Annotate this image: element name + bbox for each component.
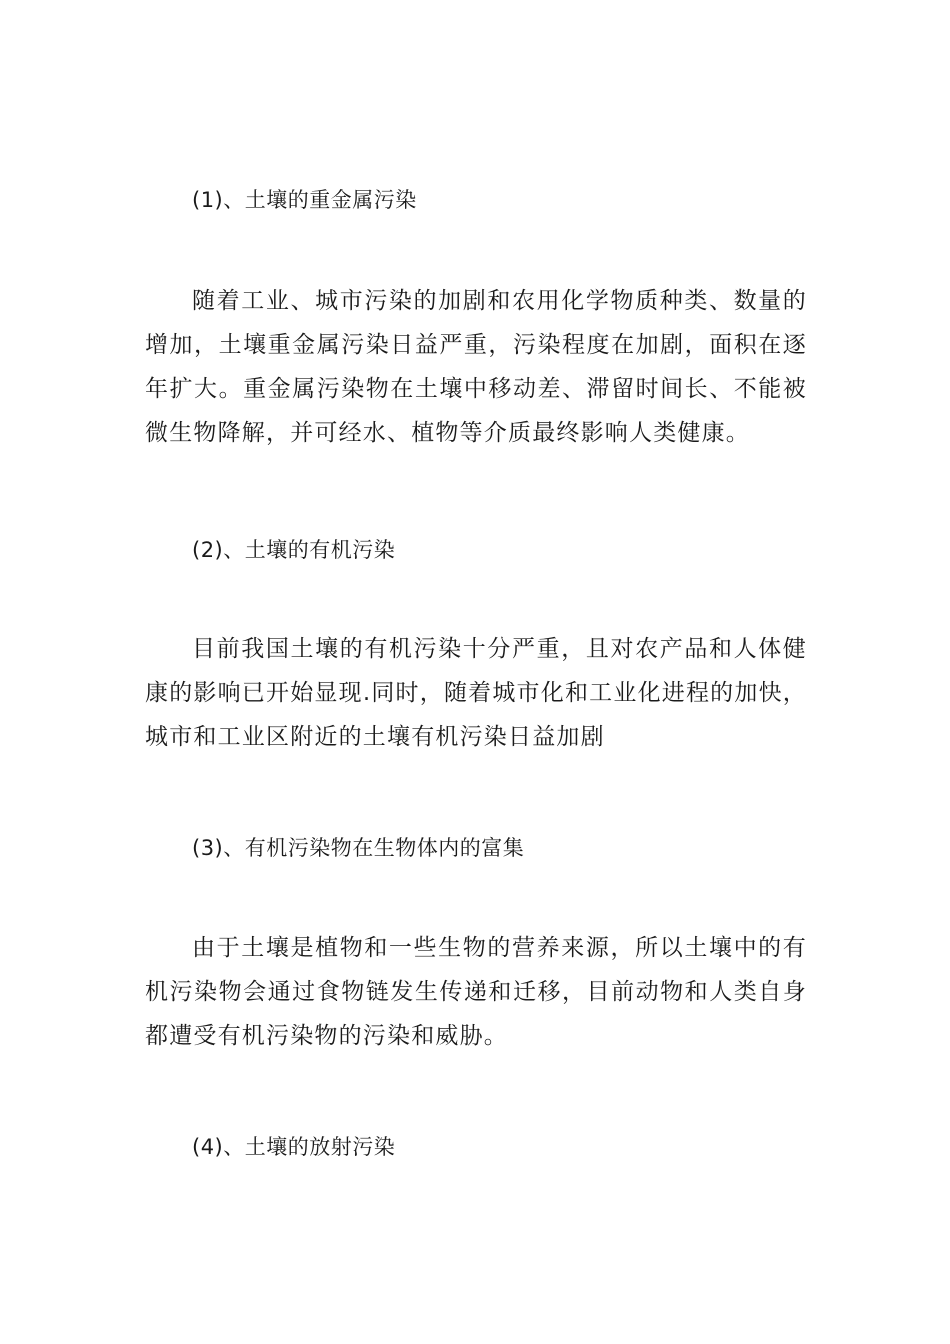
section-heading-2: (2)、土壤的有机污染 xyxy=(192,538,396,562)
section-heading-3: (3)、有机污染物在生物体内的富集 xyxy=(192,836,525,860)
section-paragraph-1: 随着工业、城市污染的加剧和农用化学物质种类、数量的增加，土壤重金属污染日益严重，污染程度在加剧，面积在逐年扩大。重金属污染物在土壤中移动差、滞留时间长、不能被微生物降解，并可经水、植物等介质最终影响人类健康。 xyxy=(145,288,807,446)
section-heading-4: (4)、土壤的放射污染 xyxy=(192,1135,396,1159)
section-heading-1: (1)、土壤的重金属污染 xyxy=(192,188,417,212)
section-paragraph-3: 由于土壤是植物和一些生物的营养来源，所以土壤中的有机污染物会通过食物链发生传递和迁移，目前动物和人类自身都遭受有机污染物的污染和威胁。 xyxy=(145,935,807,1049)
section-paragraph-2: 目前我国土壤的有机污染十分严重，且对农产品和人体健康的影响已开始显现.同时，随着城市化和工业化进程的加快，城市和工业区附近的土壤有机污染日益加剧 xyxy=(145,636,807,750)
